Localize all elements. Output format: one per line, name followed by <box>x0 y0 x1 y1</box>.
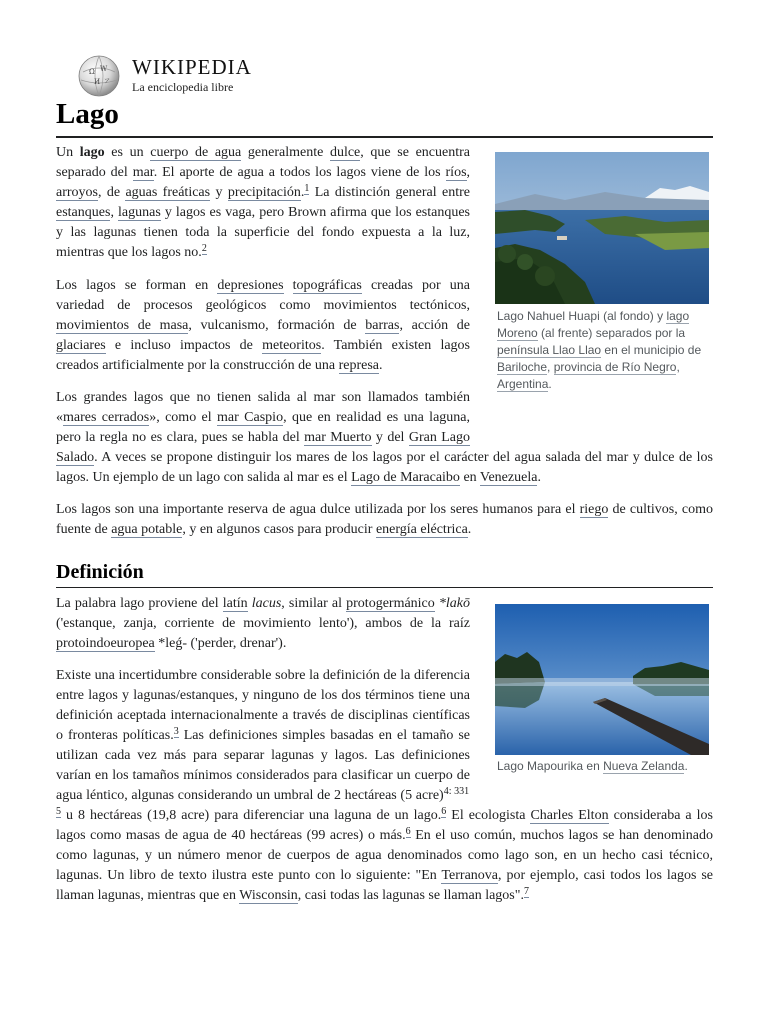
link-agua-potable[interactable]: agua potable <box>111 522 183 537</box>
wikipedia-logo[interactable] <box>74 50 314 100</box>
link-charles-elton[interactable]: Charles Elton <box>530 808 609 823</box>
link-riego[interactable]: riego <box>579 502 609 517</box>
link-mar-caspio[interactable]: mar Caspio <box>217 410 284 425</box>
paragraph-uses: Los lagos son una importante reserva de agua dulce utilizada por los seres humanos para el riego de cultivos, como fuente de agua potable, y en algunos casos para producir energía eléctrica. <box>56 502 713 537</box>
figure-nahuel-huapi <box>495 152 711 397</box>
reference-5[interactable]: 5 <box>56 806 61 817</box>
link-peninsula-llao-llao[interactable]: península Llao Llao <box>497 343 602 357</box>
link-venezuela[interactable]: Venezuela <box>479 470 538 485</box>
wikipedia-tagline: La enciclopedia libre <box>132 80 234 94</box>
link-mar-muerto[interactable]: mar Muerto <box>304 430 372 445</box>
link-argentina[interactable]: Argentina <box>497 377 549 391</box>
link-mares-cerrados[interactable]: mares cerrados <box>63 410 150 425</box>
figure-caption-1: Lago Nahuel Huapi (al fondo) y lago Moreno (al frente) separados por la península Llao Llao en el municipio de Bariloche, provincia de Río Negro, Argentina. <box>497 309 702 391</box>
lake-nahuel-huapi-image[interactable] <box>495 152 709 304</box>
link-energia-electrica[interactable]: energía eléctrica <box>375 522 468 537</box>
link-rios[interactable]: ríos <box>445 165 467 180</box>
reference-2[interactable]: 2 <box>201 243 207 254</box>
link-mar[interactable]: mar <box>132 165 154 180</box>
link-estanques[interactable]: estanques <box>56 205 111 220</box>
link-arroyos[interactable]: arroyos <box>56 185 98 200</box>
page-title: Lago <box>56 98 119 130</box>
svg-text:ア: ア <box>104 78 111 85</box>
paragraph-large-lakes: Los grandes lagos que no tienen salida al mar son llamados también «mares cerrados», como el mar Caspio, que en realidad es una laguna, pero la regla no es clara, pues se habla del mar Muerto y del Gran Lago Salado. A veces se propone distinguir los mares de los lagos por el carácter del agua salada del mar y dulce de los lagos. Un ejemplo de un lago con salida al mar es el Lago de Maracaibo en Venezuela. <box>56 390 713 485</box>
figure-caption-2: Lago Mapourika en Nueva Zelanda. <box>497 759 688 773</box>
paragraph-formation: Los lagos se forman en depresiones topográficas creadas por una variedad de procesos geológicos como movimientos tectónicos, movimientos de masa, vulcanismo, formación de barras, acción de glaciares e incluso impactos de meteoritos. También existen lagos creados artificialmente por la construcción de una represa. <box>56 278 471 373</box>
link-precipitacion[interactable]: precipitación <box>227 185 301 200</box>
link-dulce[interactable]: dulce <box>329 145 361 160</box>
link-terranova[interactable]: Terranova <box>441 868 499 883</box>
link-latin[interactable]: latín <box>222 596 248 611</box>
link-wisconsin[interactable]: Wisconsin <box>239 888 298 903</box>
link-gran-lago-salado[interactable]: Gran Lago Salado <box>56 430 471 465</box>
svg-text:И: И <box>94 78 101 86</box>
link-represa[interactable]: represa <box>338 358 380 373</box>
link-protoindoeuropea[interactable]: protoindoeuropea <box>56 636 155 651</box>
link-lagunas[interactable]: lagunas <box>118 205 161 220</box>
link-barras[interactable]: barras <box>365 318 400 333</box>
link-cuerpo-de-agua[interactable]: cuerpo de agua <box>150 145 242 160</box>
paragraph-etymology: La palabra lago proviene del latín lacus, similar al protogermánico *lakō ('estanque, zanja, corriente de movimiento lento'), ambos de la raíz protoindoeuropea *leǵ- ('perder, drenar'). <box>56 596 471 651</box>
reference-6b[interactable]: 6 <box>405 826 411 837</box>
paragraph-intro: Un lago es un cuerpo de agua generalmente dulce, que se encuentra separado del mar. El aporte de agua a todos los lagos viene de los ríos, arroyos, de aguas freáticas y precipitación.$^1$ La distinción general entre estanques, lagunas y lagos es vaga, pero Brown afirma que los estanques y las lagunas tienen toda la superficie del fondo expuesta a la luz, mientras que los lagos no.$^2$ <box>56 145 471 260</box>
link-meteoritos[interactable]: meteoritos <box>262 338 322 353</box>
reference-3[interactable]: 3 <box>173 726 179 737</box>
reference-6a[interactable]: 6 <box>441 806 447 817</box>
link-lago-moreno[interactable]: lago Moreno <box>497 309 690 340</box>
link-movimientos-de-masa[interactable]: movimientos de masa <box>56 318 189 333</box>
svg-text:W: W <box>100 65 108 73</box>
reference-7[interactable]: 7 <box>523 886 529 897</box>
link-bariloche[interactable]: Bariloche <box>497 360 548 374</box>
link-glaciares[interactable]: glaciares <box>56 338 106 353</box>
paragraph-definition-wrap <box>56 666 713 906</box>
svg-text:Ω: Ω <box>89 68 95 76</box>
title-underline <box>56 136 713 138</box>
link-depresiones[interactable]: depresiones <box>217 278 284 293</box>
wikipedia-wordmark: WIKIPEDIA <box>132 55 252 79</box>
reference-1[interactable]: 1 <box>304 183 310 194</box>
link-nueva-zelanda[interactable]: Nueva Zelanda <box>603 759 685 773</box>
section-underline <box>56 587 713 588</box>
link-topograficas[interactable]: topográficas <box>292 278 362 293</box>
link-protogermanico[interactable]: protogermánico <box>346 596 435 611</box>
paragraph-definition: Existe una incertidumbre considerable sobre la definición de la diferencia entre lagos y lagunas/estanques, y ninguno de los dos términos tiene una definición aceptada internacionalmente a través de disciplinas científicas o fronteras políticas.$^3$ Las definiciones simples basadas en el tamaño se utilizan cada vez más para separar lagunas y lagos. Las definiciones varían en los tamaños mínimos considerados para clasificar un cuerpo de agua léntico, algunas considerando un umbral de 2 hectáreas (5 acre)$^{4: 331 5}$ u 8 hectáreas (19,8 acre) para diferenciar una laguna de un lago.$^6$ El ecologista Charles Elton consideraba a los lagos como masas de agua de 40 hectáreas (99 acres) o más.$^6$ En el uso común, muchos lagos se han denominado como lagunas, y un número menor de cuerpos de agua denominados como lago son, en un hecho casi técnico, lagunas. Un libro de texto ilustra este punto con lo siguiente: "En Terranova, por ejemplo, casi todos los lagos se llaman lagunas, mientras que en Wisconsin, casi todas las lagunas se llaman lagos".$^7$ <box>56 668 713 903</box>
link-lago-de-maracaibo[interactable]: Lago de Maracaibo <box>351 470 460 485</box>
link-provincia-rio-negro[interactable]: provincia de Río Negro <box>553 360 677 374</box>
reference-4[interactable]: 4: 331 <box>443 786 470 797</box>
paragraph-large-lakes-wrap <box>56 388 713 488</box>
wikipedia-globe-icon <box>74 54 124 98</box>
link-aguas-freaticas[interactable]: aguas freáticas <box>125 185 211 200</box>
section-heading-definicion: Definición <box>56 561 144 583</box>
